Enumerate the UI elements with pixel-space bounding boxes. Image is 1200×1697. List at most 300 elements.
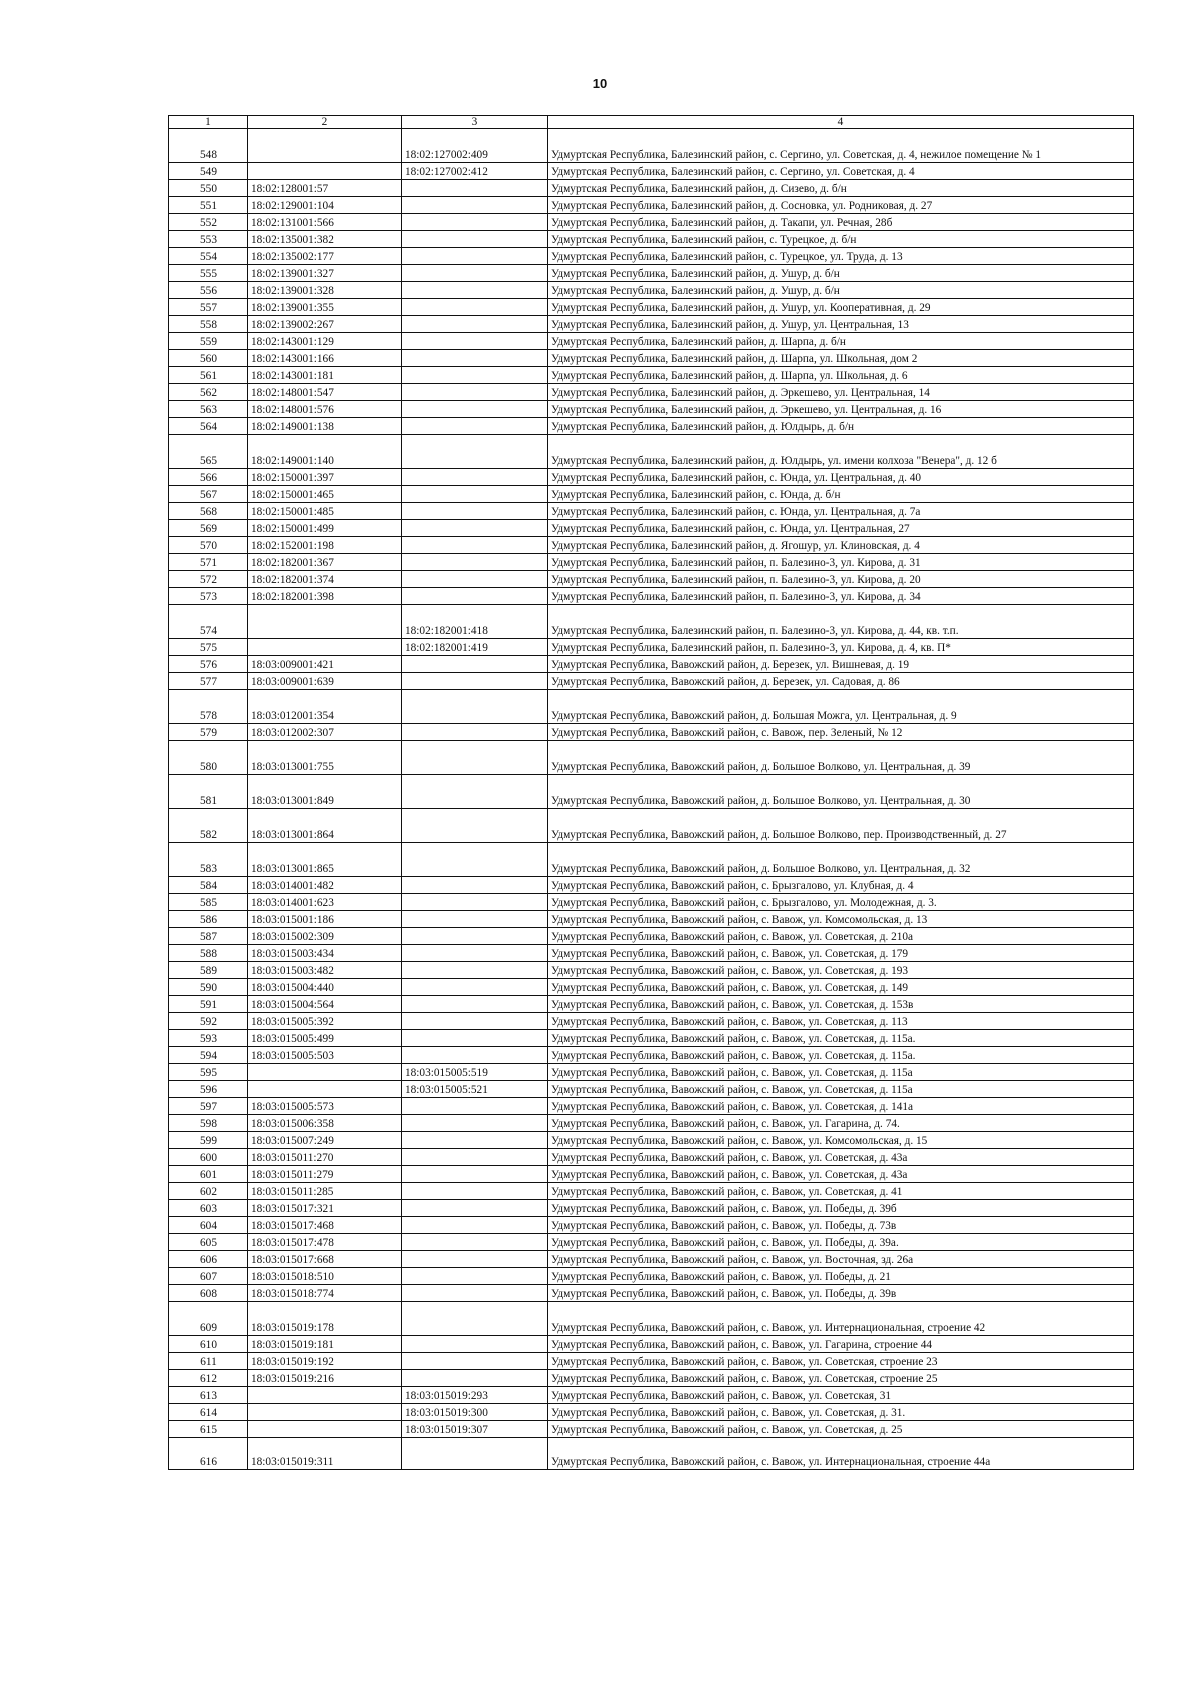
row-number-cell: 565	[169, 435, 248, 469]
cadastral-number-cell: 18:03:015019:181	[248, 1336, 402, 1353]
row-number-cell: 551	[169, 197, 248, 214]
address-cell: Удмуртская Республика, Вавожский район, с. Вавож, ул. Советская, 31	[548, 1387, 1134, 1404]
room-cadastral-number-cell	[402, 554, 548, 571]
cadastral-number-cell	[248, 1064, 402, 1081]
table-row	[169, 1030, 1134, 1047]
table-row	[169, 809, 1134, 843]
room-cadastral-number-cell	[402, 333, 548, 350]
room-cadastral-number-cell	[402, 996, 548, 1013]
room-cadastral-number-cell	[402, 418, 548, 435]
row-number-cell: 608	[169, 1285, 248, 1302]
cadastral-number-cell: 18:03:014001:482	[248, 877, 402, 894]
table-row	[169, 231, 1134, 248]
cadastral-number-cell: 18:03:009001:421	[248, 656, 402, 673]
table-row	[169, 1285, 1134, 1302]
cadastral-number-cell: 18:03:015001:186	[248, 911, 402, 928]
row-number-cell: 548	[169, 129, 248, 163]
table-row	[169, 163, 1134, 180]
row-number-cell: 603	[169, 1200, 248, 1217]
row-number-cell: 578	[169, 690, 248, 724]
room-cadastral-number-cell	[402, 299, 548, 316]
row-number-cell: 573	[169, 588, 248, 605]
table-row	[169, 520, 1134, 537]
address-cell: Удмуртская Республика, Балезинский район, д. Сосновка, ул. Родниковая, д. 27	[548, 197, 1134, 214]
row-number-cell: 563	[169, 401, 248, 418]
row-number-cell: 568	[169, 503, 248, 520]
cadastral-number-cell: 18:03:015011:270	[248, 1149, 402, 1166]
table-row	[169, 877, 1134, 894]
row-number-cell: 550	[169, 180, 248, 197]
cadastral-number-cell: 18:02:150001:499	[248, 520, 402, 537]
row-number-cell: 615	[169, 1421, 248, 1438]
room-cadastral-number-cell	[402, 350, 548, 367]
cadastral-number-cell: 18:03:015017:668	[248, 1251, 402, 1268]
row-number-cell: 580	[169, 741, 248, 775]
room-cadastral-number-cell	[402, 741, 548, 775]
cadastral-number-cell: 18:03:013001:849	[248, 775, 402, 809]
room-cadastral-number-cell	[402, 214, 548, 231]
row-number-cell: 598	[169, 1115, 248, 1132]
row-number-cell: 588	[169, 945, 248, 962]
cadastral-number-cell: 18:02:139002:267	[248, 316, 402, 333]
row-number-cell: 560	[169, 350, 248, 367]
table-row	[169, 1132, 1134, 1149]
cadastral-number-cell: 18:02:143001:166	[248, 350, 402, 367]
cadastral-number-cell: 18:02:148001:576	[248, 401, 402, 418]
table-row	[169, 1268, 1134, 1285]
row-number-cell: 616	[169, 1438, 248, 1470]
row-number-cell: 607	[169, 1268, 248, 1285]
address-cell: Удмуртская Республика, Балезинский район, д. Юлдырь, д. б/н	[548, 418, 1134, 435]
table-row	[169, 690, 1134, 724]
row-number-cell: 567	[169, 486, 248, 503]
row-number-cell: 585	[169, 894, 248, 911]
room-cadastral-number-cell	[402, 1353, 548, 1370]
row-number-cell: 572	[169, 571, 248, 588]
cadastral-number-cell: 18:02:150001:465	[248, 486, 402, 503]
row-number-cell: 605	[169, 1234, 248, 1251]
table-row	[169, 367, 1134, 384]
cadastral-number-cell: 18:02:182001:367	[248, 554, 402, 571]
column-header-1: 1	[169, 116, 248, 129]
address-cell: Удмуртская Республика, Вавожский район, с. Вавож, ул. Советская, д. 43а	[548, 1166, 1134, 1183]
table-row	[169, 894, 1134, 911]
row-number-cell: 606	[169, 1251, 248, 1268]
cadastral-number-cell: 18:02:129001:104	[248, 197, 402, 214]
address-cell: Удмуртская Республика, Балезинский район, с. Юнда, д. б/н	[548, 486, 1134, 503]
row-number-cell: 555	[169, 265, 248, 282]
address-cell: Удмуртская Республика, Вавожский район, с. Вавож, ул. Советская, д. 115а	[548, 1081, 1134, 1098]
cadastral-number-cell: 18:03:015007:249	[248, 1132, 402, 1149]
cadastral-number-cell: 18:02:135001:382	[248, 231, 402, 248]
room-cadastral-number-cell	[402, 384, 548, 401]
header-row	[169, 116, 1134, 129]
cadastral-number-cell: 18:03:015019:216	[248, 1370, 402, 1387]
address-cell: Удмуртская Республика, Балезинский район, д. Ягошур, ул. Клиновская, д. 4	[548, 537, 1134, 554]
table-row	[169, 1251, 1134, 1268]
row-number-cell: 604	[169, 1217, 248, 1234]
address-cell: Удмуртская Республика, Вавожский район, с. Вавож, ул. Советская, д. 115а.	[548, 1030, 1134, 1047]
address-cell: Удмуртская Республика, Балезинский район, с. Турецкое, ул. Труда, д. 13	[548, 248, 1134, 265]
row-number-cell: 577	[169, 673, 248, 690]
room-cadastral-number-cell	[402, 1234, 548, 1251]
address-cell: Удмуртская Республика, Балезинский район, п. Балезино-3, ул. Кирова, д. 31	[548, 554, 1134, 571]
room-cadastral-number-cell	[402, 231, 548, 248]
address-cell: Удмуртская Республика, Балезинский район, с. Турецкое, д. б/н	[548, 231, 1134, 248]
table-row	[169, 316, 1134, 333]
cadastral-number-cell: 18:03:014001:623	[248, 894, 402, 911]
room-cadastral-number-cell	[402, 1438, 548, 1470]
room-cadastral-number-cell	[402, 197, 548, 214]
cadastral-number-cell	[248, 1081, 402, 1098]
table-row	[169, 265, 1134, 282]
cadastral-number-cell: 18:02:139001:355	[248, 299, 402, 316]
address-cell: Удмуртская Республика, Вавожский район, с. Вавож, ул. Советская, д. 113	[548, 1013, 1134, 1030]
row-number-cell: 584	[169, 877, 248, 894]
cadastral-number-cell: 18:03:015018:774	[248, 1285, 402, 1302]
table-row	[169, 1013, 1134, 1030]
room-cadastral-number-cell	[402, 1370, 548, 1387]
row-number-cell: 614	[169, 1404, 248, 1421]
address-cell: Удмуртская Республика, Вавожский район, с. Вавож, ул. Советская, д. 43а	[548, 1149, 1134, 1166]
address-cell: Удмуртская Республика, Балезинский район, с. Юнда, ул. Центральная, 27	[548, 520, 1134, 537]
cadastral-number-cell: 18:02:182001:398	[248, 588, 402, 605]
room-cadastral-number-cell	[402, 588, 548, 605]
room-cadastral-number-cell	[402, 571, 548, 588]
row-number-cell: 556	[169, 282, 248, 299]
table-row	[169, 1353, 1134, 1370]
column-header-4: 4	[548, 116, 1134, 129]
address-cell: Удмуртская Республика, Вавожский район, с. Вавож, ул. Советская, д. 31.	[548, 1404, 1134, 1421]
cadastral-number-cell: 18:03:013001:755	[248, 741, 402, 775]
address-cell: Удмуртская Республика, Балезинский район, д. Шарпа, д. б/н	[548, 333, 1134, 350]
cadastral-number-cell: 18:03:015017:321	[248, 1200, 402, 1217]
table-row	[169, 384, 1134, 401]
table-row	[169, 537, 1134, 554]
room-cadastral-number-cell	[402, 724, 548, 741]
address-cell: Удмуртская Республика, Вавожский район, с. Вавож, ул. Советская, д. 149	[548, 979, 1134, 996]
address-cell: Удмуртская Республика, Вавожский район, с. Вавож, ул. Советская, д. 115а	[548, 1064, 1134, 1081]
address-cell: Удмуртская Республика, Вавожский район, с. Вавож, ул. Победы, д. 39а.	[548, 1234, 1134, 1251]
table-row	[169, 486, 1134, 503]
table-row	[169, 979, 1134, 996]
table-row	[169, 1438, 1134, 1470]
room-cadastral-number-cell	[402, 367, 548, 384]
table-row	[169, 1421, 1134, 1438]
room-cadastral-number-cell	[402, 520, 548, 537]
room-cadastral-number-cell	[402, 1098, 548, 1115]
table-row	[169, 996, 1134, 1013]
table-row	[169, 1370, 1134, 1387]
address-cell: Удмуртская Республика, Вавожский район, д. Большое Волково, пер. Производственный, д. 27	[548, 809, 1134, 843]
room-cadastral-number-cell	[402, 809, 548, 843]
row-number-cell: 575	[169, 639, 248, 656]
table-row	[169, 741, 1134, 775]
table-row	[169, 724, 1134, 741]
cadastral-number-cell: 18:03:015011:279	[248, 1166, 402, 1183]
row-number-cell: 601	[169, 1166, 248, 1183]
address-cell: Удмуртская Республика, Вавожский район, с. Вавож, ул. Гагарина, д. 74.	[548, 1115, 1134, 1132]
address-cell: Удмуртская Республика, Балезинский район, с. Юнда, ул. Центральная, д. 40	[548, 469, 1134, 486]
row-number-cell: 557	[169, 299, 248, 316]
cadastral-number-cell: 18:02:131001:566	[248, 214, 402, 231]
address-cell: Удмуртская Республика, Вавожский район, с. Вавож, ул. Советская, д. 25	[548, 1421, 1134, 1438]
table-row	[169, 1302, 1134, 1336]
address-cell: Удмуртская Республика, Балезинский район, д. Ушур, д. б/н	[548, 282, 1134, 299]
room-cadastral-number-cell: 18:02:127002:409	[402, 129, 548, 163]
address-cell: Удмуртская Республика, Вавожский район, с. Вавож, ул. Интернациональная, строение 42	[548, 1302, 1134, 1336]
room-cadastral-number-cell	[402, 248, 548, 265]
address-cell: Удмуртская Республика, Балезинский район, п. Балезино-3, ул. Кирова, д. 34	[548, 588, 1134, 605]
room-cadastral-number-cell	[402, 1030, 548, 1047]
room-cadastral-number-cell	[402, 265, 548, 282]
address-cell: Удмуртская Республика, Вавожский район, с. Вавож, ул. Советская, строение 23	[548, 1353, 1134, 1370]
address-cell: Удмуртская Республика, Вавожский район, с. Вавож, пер. Зеленый, № 12	[548, 724, 1134, 741]
column-header-3: 3	[402, 116, 548, 129]
room-cadastral-number-cell	[402, 1268, 548, 1285]
address-cell: Удмуртская Республика, Вавожский район, с. Вавож, ул. Победы, д. 39б	[548, 1200, 1134, 1217]
row-number-cell: 586	[169, 911, 248, 928]
cadastral-number-cell: 18:03:015017:468	[248, 1217, 402, 1234]
table-row	[169, 928, 1134, 945]
cadastral-number-cell: 18:02:135002:177	[248, 248, 402, 265]
table-row	[169, 945, 1134, 962]
address-cell: Удмуртская Республика, Балезинский район, д. Сизево, д. б/н	[548, 180, 1134, 197]
cadastral-number-cell: 18:02:148001:547	[248, 384, 402, 401]
cadastral-number-cell: 18:03:015005:392	[248, 1013, 402, 1030]
table-row	[169, 605, 1134, 639]
row-number-cell: 558	[169, 316, 248, 333]
room-cadastral-number-cell	[402, 1115, 548, 1132]
cadastral-number-cell: 18:02:149001:138	[248, 418, 402, 435]
table-row	[169, 469, 1134, 486]
row-number-cell: 592	[169, 1013, 248, 1030]
room-cadastral-number-cell: 18:03:015019:293	[402, 1387, 548, 1404]
cadastral-number-cell: 18:03:015006:358	[248, 1115, 402, 1132]
table-row	[169, 639, 1134, 656]
table-row	[169, 1234, 1134, 1251]
table-row	[169, 401, 1134, 418]
cadastral-number-cell: 18:02:139001:327	[248, 265, 402, 282]
address-cell: Удмуртская Республика, Вавожский район, д. Березек, ул. Вишневая, д. 19	[548, 656, 1134, 673]
row-number-cell: 610	[169, 1336, 248, 1353]
table-row	[169, 299, 1134, 316]
table-row	[169, 588, 1134, 605]
row-number-cell: 593	[169, 1030, 248, 1047]
room-cadastral-number-cell: 18:03:015019:300	[402, 1404, 548, 1421]
row-number-cell: 609	[169, 1302, 248, 1336]
room-cadastral-number-cell	[402, 1285, 548, 1302]
row-number-cell: 579	[169, 724, 248, 741]
room-cadastral-number-cell	[402, 894, 548, 911]
address-cell: Удмуртская Республика, Вавожский район, д. Березек, ул. Садовая, д. 86	[548, 673, 1134, 690]
cadastral-number-cell: 18:03:015002:309	[248, 928, 402, 945]
address-cell: Удмуртская Республика, Вавожский район, с. Вавож, ул. Советская, д. 115а.	[548, 1047, 1134, 1064]
row-number-cell: 591	[169, 996, 248, 1013]
row-number-cell: 553	[169, 231, 248, 248]
cadastral-number-cell	[248, 129, 402, 163]
row-number-cell: 595	[169, 1064, 248, 1081]
table-row	[169, 197, 1134, 214]
room-cadastral-number-cell	[402, 1200, 548, 1217]
cadastral-number-cell: 18:03:015017:478	[248, 1234, 402, 1251]
row-number-cell: 569	[169, 520, 248, 537]
address-cell: Удмуртская Республика, Балезинский район, с. Юнда, ул. Центральная, д. 7а	[548, 503, 1134, 520]
address-cell: Удмуртская Республика, Балезинский район, д. Юлдырь, ул. имени колхоза "Венера", д. 12 б	[548, 435, 1134, 469]
room-cadastral-number-cell	[402, 180, 548, 197]
cadastral-number-cell: 18:02:143001:181	[248, 367, 402, 384]
cadastral-number-cell: 18:03:012001:354	[248, 690, 402, 724]
row-number-cell: 600	[169, 1149, 248, 1166]
address-cell: Удмуртская Республика, Вавожский район, с. Вавож, ул. Советская, д. 141а	[548, 1098, 1134, 1115]
row-number-cell: 562	[169, 384, 248, 401]
row-number-cell: 596	[169, 1081, 248, 1098]
cadastral-number-cell: 18:03:015018:510	[248, 1268, 402, 1285]
table-row	[169, 248, 1134, 265]
table-row	[169, 571, 1134, 588]
room-cadastral-number-cell	[402, 962, 548, 979]
address-cell: Удмуртская Республика, Балезинский район, д. Ушур, ул. Центральная, 13	[548, 316, 1134, 333]
room-cadastral-number-cell: 18:03:015005:521	[402, 1081, 548, 1098]
address-cell: Удмуртская Республика, Вавожский район, с. Вавож, ул. Интернациональная, строение 44а	[548, 1438, 1134, 1470]
cadastral-number-cell	[248, 163, 402, 180]
address-cell: Удмуртская Республика, Балезинский район, п. Балезино-3, ул. Кирова, д. 20	[548, 571, 1134, 588]
room-cadastral-number-cell	[402, 503, 548, 520]
table-row	[169, 180, 1134, 197]
address-cell: Удмуртская Республика, Вавожский район, д. Большая Можга, ул. Центральная, д. 9	[548, 690, 1134, 724]
address-cell: Удмуртская Республика, Балезинский район, п. Балезино-3, ул. Кирова, д. 44, кв. т.п.	[548, 605, 1134, 639]
table-row	[169, 1098, 1134, 1115]
table-row	[169, 1047, 1134, 1064]
address-cell: Удмуртская Республика, Вавожский район, с. Вавож, ул. Советская, д. 193	[548, 962, 1134, 979]
row-number-cell: 602	[169, 1183, 248, 1200]
row-number-cell: 599	[169, 1132, 248, 1149]
room-cadastral-number-cell	[402, 1132, 548, 1149]
address-cell: Удмуртская Республика, Балезинский район, с. Сергино, ул. Советская, д. 4, нежилое помещение № 1	[548, 129, 1134, 163]
room-cadastral-number-cell	[402, 1302, 548, 1336]
cadastral-number-cell: 18:03:013001:865	[248, 843, 402, 877]
room-cadastral-number-cell	[402, 911, 548, 928]
room-cadastral-number-cell: 18:02:182001:419	[402, 639, 548, 656]
row-number-cell: 576	[169, 656, 248, 673]
table-row	[169, 843, 1134, 877]
table-row	[169, 775, 1134, 809]
table-row	[169, 1200, 1134, 1217]
row-number-cell: 582	[169, 809, 248, 843]
cadastral-number-cell: 18:02:150001:397	[248, 469, 402, 486]
cadastral-number-cell: 18:02:182001:374	[248, 571, 402, 588]
address-cell: Удмуртская Республика, Балезинский район, п. Балезино-3, ул. Кирова, д. 4, кв. П*	[548, 639, 1134, 656]
row-number-cell: 559	[169, 333, 248, 350]
address-cell: Удмуртская Республика, Вавожский район, с. Вавож, ул. Советская, д. 153в	[548, 996, 1134, 1013]
address-cell: Удмуртская Республика, Балезинский район, д. Ушур, ул. Кооперативная, д. 29	[548, 299, 1134, 316]
table-row	[169, 503, 1134, 520]
cadastral-number-cell: 18:02:143001:129	[248, 333, 402, 350]
table-row	[169, 333, 1134, 350]
table-row	[169, 1081, 1134, 1098]
table-row	[169, 418, 1134, 435]
table-row	[169, 350, 1134, 367]
address-cell: Удмуртская Республика, Балезинский район, д. Шарпа, ул. Школьная, дом 2	[548, 350, 1134, 367]
address-cell: Удмуртская Республика, Вавожский район, с. Вавож, ул. Советская, строение 25	[548, 1370, 1134, 1387]
room-cadastral-number-cell	[402, 316, 548, 333]
cadastral-number-cell: 18:02:139001:328	[248, 282, 402, 299]
room-cadastral-number-cell	[402, 1047, 548, 1064]
table-row	[169, 673, 1134, 690]
address-cell: Удмуртская Республика, Вавожский район, с. Вавож, ул. Победы, д. 39в	[548, 1285, 1134, 1302]
address-cell: Удмуртская Республика, Вавожский район, с. Вавож, ул. Советская, д. 41	[548, 1183, 1134, 1200]
room-cadastral-number-cell	[402, 1217, 548, 1234]
room-cadastral-number-cell: 18:03:015019:307	[402, 1421, 548, 1438]
row-number-cell: 589	[169, 962, 248, 979]
room-cadastral-number-cell	[402, 469, 548, 486]
cadastral-number-cell: 18:03:015005:573	[248, 1098, 402, 1115]
cadastral-number-cell: 18:03:015019:178	[248, 1302, 402, 1336]
row-number-cell: 564	[169, 418, 248, 435]
table-row	[169, 1149, 1134, 1166]
room-cadastral-number-cell	[402, 877, 548, 894]
address-cell: Удмуртская Республика, Вавожский район, с. Вавож, ул. Гагарина, строение 44	[548, 1336, 1134, 1353]
address-cell: Удмуртская Республика, Вавожский район, д. Большое Волково, ул. Центральная, д. 39	[548, 741, 1134, 775]
cadastral-number-cell: 18:03:015019:192	[248, 1353, 402, 1370]
cadastral-number-cell: 18:03:015019:311	[248, 1438, 402, 1470]
row-number-cell: 590	[169, 979, 248, 996]
room-cadastral-number-cell	[402, 979, 548, 996]
table-row	[169, 1064, 1134, 1081]
cadastral-number-cell: 18:02:128001:57	[248, 180, 402, 197]
room-cadastral-number-cell	[402, 1166, 548, 1183]
row-number-cell: 594	[169, 1047, 248, 1064]
address-cell: Удмуртская Республика, Вавожский район, с. Вавож, ул. Восточная, зд. 26а	[548, 1251, 1134, 1268]
room-cadastral-number-cell	[402, 673, 548, 690]
address-cell: Удмуртская Республика, Балезинский район, д. Шарпа, ул. Школьная, д. 6	[548, 367, 1134, 384]
table-row	[169, 1183, 1134, 1200]
cadastral-number-cell: 18:02:149001:140	[248, 435, 402, 469]
table-row	[169, 1387, 1134, 1404]
room-cadastral-number-cell	[402, 1149, 548, 1166]
room-cadastral-number-cell	[402, 928, 548, 945]
cadastral-number-cell: 18:03:015011:285	[248, 1183, 402, 1200]
row-number-cell: 611	[169, 1353, 248, 1370]
cadastral-number-cell: 18:03:015005:503	[248, 1047, 402, 1064]
row-number-cell: 612	[169, 1370, 248, 1387]
address-cell: Удмуртская Республика, Балезинский район, д. Эркешево, ул. Центральная, 14	[548, 384, 1134, 401]
address-cell: Удмуртская Республика, Балезинский район, д. Эркешево, ул. Центральная, д. 16	[548, 401, 1134, 418]
row-number-cell: 554	[169, 248, 248, 265]
row-number-cell: 552	[169, 214, 248, 231]
address-cell: Удмуртская Республика, Вавожский район, с. Вавож, ул. Победы, д. 73в	[548, 1217, 1134, 1234]
room-cadastral-number-cell	[402, 486, 548, 503]
address-cell: Удмуртская Республика, Вавожский район, с. Вавож, ул. Комсомольская, д. 13	[548, 911, 1134, 928]
table-row	[169, 1115, 1134, 1132]
row-number-cell: 561	[169, 367, 248, 384]
room-cadastral-number-cell	[402, 775, 548, 809]
address-cell: Удмуртская Республика, Вавожский район, с. Вавож, ул. Советская, д. 210а	[548, 928, 1134, 945]
address-cell: Удмуртская Республика, Балезинский район, с. Сергино, ул. Советская, д. 4	[548, 163, 1134, 180]
address-cell: Удмуртская Республика, Вавожский район, д. Большое Волково, ул. Центральная, д. 32	[548, 843, 1134, 877]
cadastral-number-cell: 18:02:150001:485	[248, 503, 402, 520]
room-cadastral-number-cell	[402, 945, 548, 962]
table-row	[169, 1336, 1134, 1353]
table-row	[169, 962, 1134, 979]
address-cell: Удмуртская Республика, Вавожский район, с. Вавож, ул. Советская, д. 179	[548, 945, 1134, 962]
cadastral-number-cell	[248, 1404, 402, 1421]
cadastral-number-cell: 18:03:015003:434	[248, 945, 402, 962]
address-cell: Удмуртская Республика, Вавожский район, д. Большое Волково, ул. Центральная, д. 30	[548, 775, 1134, 809]
address-cell: Удмуртская Республика, Вавожский район, с. Вавож, ул. Победы, д. 21	[548, 1268, 1134, 1285]
cadastral-number-cell: 18:03:012002:307	[248, 724, 402, 741]
table-body	[169, 129, 1134, 1470]
